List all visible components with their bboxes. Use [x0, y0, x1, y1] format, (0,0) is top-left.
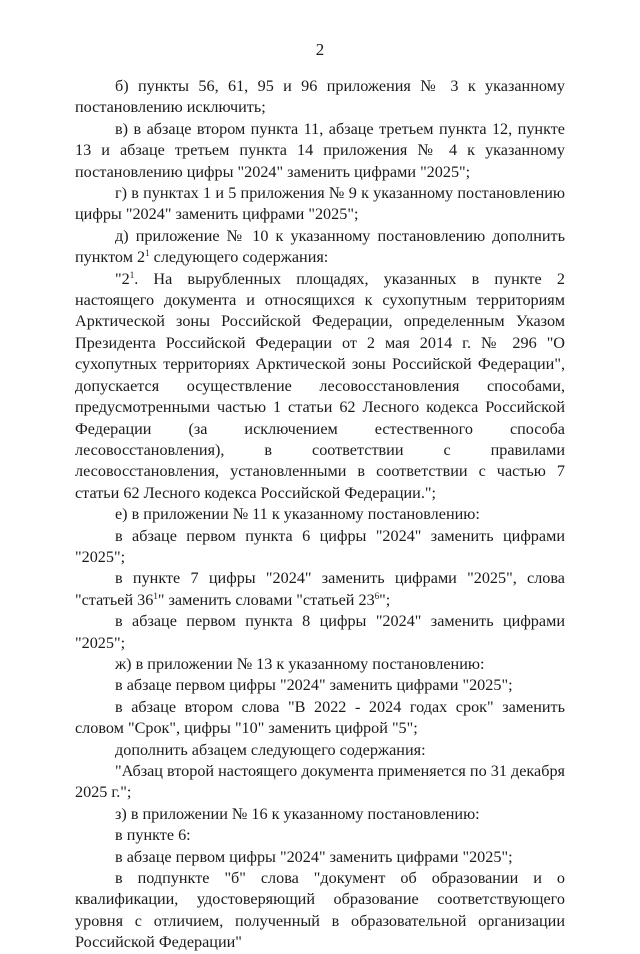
paragraph-e-point-7: в пункте 7 цифры "2024" заменить цифрами "2025", слова "статьей $36^1$" заменить словами "статьей $23^6$"; [75, 569, 565, 609]
paragraph-e-point-8: в абзаце первом пункта 8 цифры "2024" заменить цифрами "2025"; [75, 612, 565, 652]
paragraph-b: б) пункты 56, 61, 95 и 96 приложения № 3 к указанному постановлению исключить; [75, 77, 565, 117]
paragraph-z-first: в абзаце первом цифры "2024" заменить цифрами "2025"; [115, 847, 513, 866]
paragraph-point-2-1: "$2^1$. На вырубленных площадях, указанных в пункте 2 настоящего документа и относящихся к сухопутным территориям Арктической зоны Российской Федерации, определенным Указом Президента Российской Федерации от 2 мая 2014 г. № 296 "О сухопутных территориях Арктической зоны Российской Федерации", допускается осуществление лесовосстановления способами, предусмотренными частью 1 статьи 62 Лесного кодекса Российской Федерации (за исключением естественного способа лесовосстановления), в соответствии с правилами лесовосстановления, установленными в соответствии с частью 7 статьи 62 Лесного кодекса Российской Федерации."; [75, 269, 565, 502]
paragraph-e: е) в приложении № 11 к указанному постановлению: [115, 505, 480, 524]
paragraph-zh-quote: "Абзац второй настоящего документа применяется по 31 декабря 2025 г."; [75, 762, 565, 802]
superscript: 1 [145, 248, 150, 259]
paragraph-z-sub-b: в подпункте "б" слова "документ об образовании и о квалификации, удостоверяющий образование соответствующего уровня с отличием, полученный в образовательной организации Российской Федерации" [75, 869, 565, 952]
paragraph-v: в) в абзаце втором пункта 11, абзаце третьем пункта 12, пункте 13 и абзаце третьем пункта 14 приложения № 4 к указанному постановлению цифры "2024" заменить цифрами "2025"; [75, 119, 565, 181]
superscript: 6 [374, 590, 380, 601]
paragraph-e-point-6: в абзаце первом пункта 6 цифры "2024" заменить цифрами "2025"; [75, 526, 565, 566]
superscript: 1 [129, 269, 135, 280]
superscript: 1 [153, 590, 158, 601]
document-body [75, 76, 565, 954]
paragraph-g: г) в пунктах 1 и 5 приложения № 9 к указанному постановлению цифры "2024" заменить цифрами "2025"; [75, 184, 565, 224]
paragraph-d: д) приложение № 10 к указанному постановлению дополнить пунктом $2^1$ следующего содержания: [75, 226, 565, 267]
paragraph-z: з) в приложении № 16 к указанному постановлению: [115, 804, 480, 823]
paragraph-z-point-6: в пункте 6: [115, 826, 191, 845]
paragraph-zh-second: в абзаце втором слова "В 2022 - 2024 годах срок" заменить словом "Срок", цифры "10" заменить цифрой "5"; [75, 697, 565, 738]
page-number: 2 [315, 40, 325, 59]
paragraph-zh: ж) в приложении № 13 к указанному постановлению: [115, 654, 485, 673]
paragraph-zh-add: дополнить абзацем следующего содержания: [115, 740, 426, 759]
paragraph-zh-first: в абзаце первом цифры "2024" заменить цифрами "2025"; [115, 676, 513, 695]
